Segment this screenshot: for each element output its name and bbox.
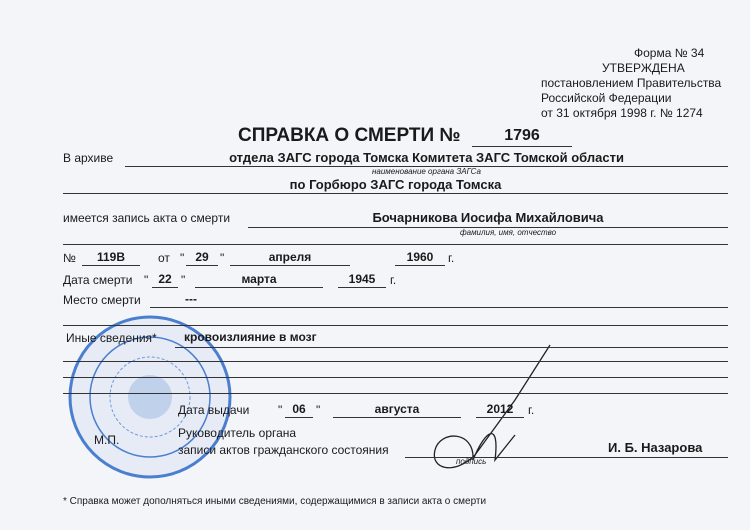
archive-label: В архиве bbox=[63, 151, 114, 165]
archive-hint: наименование органа ЗАГСа bbox=[372, 167, 481, 176]
death-day: 22 bbox=[158, 272, 172, 286]
year-suffix: г. bbox=[390, 273, 397, 287]
death-place-label: Место смерти bbox=[63, 293, 141, 307]
issue-date-label: Дата выдачи bbox=[178, 403, 250, 417]
death-year: 1945 bbox=[348, 272, 376, 286]
signatory-title-1: Руководитель органа bbox=[178, 426, 297, 440]
act-no-label: № bbox=[63, 251, 76, 265]
archive-office: отдела ЗАГС города Томска Комитета ЗАГС Томской области bbox=[229, 150, 624, 165]
quote: " bbox=[316, 403, 321, 417]
stamp-place-label: М.П. bbox=[94, 433, 120, 447]
approved-label: УТВЕРЖДЕНА bbox=[602, 61, 685, 75]
act-from-label: от bbox=[158, 251, 170, 265]
other-info-label: Иные сведения* bbox=[66, 331, 157, 345]
signature-hint: подпись bbox=[456, 457, 487, 466]
issue-day: 06 bbox=[292, 402, 306, 416]
quote: " bbox=[220, 251, 225, 265]
approved-line3: от 31 октября 1998 г. № 1274 bbox=[541, 106, 703, 120]
issue-month: августа bbox=[374, 402, 420, 416]
form-number: Форма № 34 bbox=[634, 46, 705, 60]
quote: " bbox=[180, 251, 185, 265]
death-date-label: Дата смерти bbox=[63, 273, 133, 287]
record-label: имеется запись акта о смерти bbox=[63, 211, 231, 225]
act-month: апреля bbox=[268, 250, 312, 264]
footnote: * Справка может дополняться иными сведениями, содержащимися в записи акта о смерти bbox=[63, 496, 487, 507]
act-year: 1960 bbox=[406, 250, 434, 264]
signatory-name: И. Б. Назарова bbox=[608, 440, 703, 455]
archive-office-2: по Горбюро ЗАГС города Томска bbox=[289, 177, 502, 192]
act-number: 119В bbox=[96, 250, 126, 264]
quote: " bbox=[181, 273, 186, 287]
approved-line1: постановлением Правительства bbox=[541, 76, 722, 90]
year-suffix: г. bbox=[528, 403, 535, 417]
death-place: --- bbox=[185, 292, 197, 306]
death-month: марта bbox=[241, 272, 277, 286]
signatory-title-2: записи актов гражданского состояния bbox=[178, 443, 389, 457]
deceased-name: Бочарникова Иосифа Михайловича bbox=[372, 210, 604, 225]
issue-year: 2012 bbox=[486, 402, 514, 416]
quote: " bbox=[144, 273, 149, 287]
act-day: 29 bbox=[195, 250, 209, 264]
other-info: кровоизлияние в мозг bbox=[184, 330, 317, 344]
document-title: СПРАВКА О СМЕРТИ № bbox=[238, 125, 461, 146]
year-suffix: г. bbox=[448, 251, 455, 265]
name-hint: фамилия, имя, отчество bbox=[459, 228, 557, 237]
quote: " bbox=[278, 403, 283, 417]
certificate-number: 1796 bbox=[504, 127, 540, 144]
approved-line2: Российской Федерации bbox=[541, 91, 672, 105]
